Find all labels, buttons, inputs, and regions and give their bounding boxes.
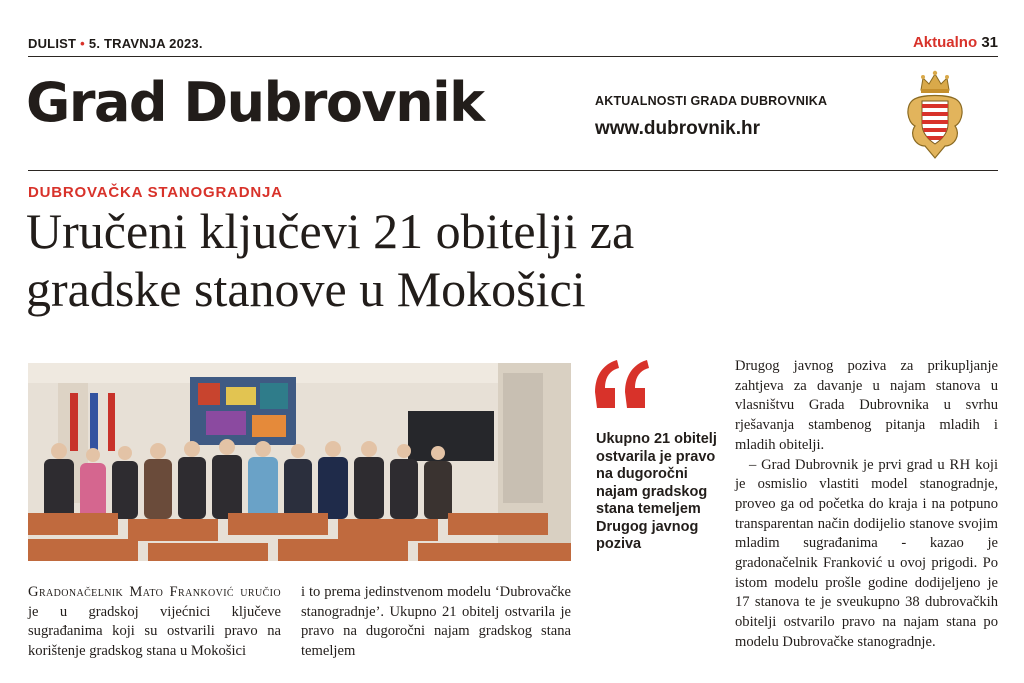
dubrovnik-coat-of-arms-icon bbox=[903, 66, 967, 164]
masthead-subtitle: AKTUALNOSTI GRADA DUBROVNIKA bbox=[595, 94, 828, 108]
header-section bbox=[913, 34, 998, 51]
pull-quote: Ukupno 21 obitelj ostvarila je pravo na dugoročni najam gradskog stana temeljem Drugog javnog poziva bbox=[596, 431, 717, 552]
article-photo bbox=[28, 363, 571, 561]
column-3-paragraph-2 bbox=[735, 456, 998, 653]
article-column-1 bbox=[28, 583, 281, 662]
top-rule bbox=[28, 56, 998, 57]
quote-rest: koji je osmislio vlastiti model stanogradnje, proveo ga od početka do kraja i na potpuno transparentan način dodijelio stanove svojim mladim sugrađanima - kazao je gradonačelnik Franković u ovoj prigodi. Po istom modelu prošle godine dodijeljeno je 17 stanova te je sveukupno 38 dubrovačkih obitelji ostvarilo pravo na najam stana po modelu Dubrovačke stanogradnje. bbox=[735, 456, 998, 650]
headline-line-1: Uručeni ključevi 21 obitelji za bbox=[26, 203, 635, 259]
quote-start: – Grad Dubrovnik je prvi grad u bbox=[749, 456, 950, 473]
header-paper-date bbox=[28, 36, 203, 51]
abbreviation: RH bbox=[949, 456, 971, 473]
masthead-rule bbox=[28, 170, 998, 171]
separator-dot: • bbox=[80, 36, 85, 51]
column-1-text: je u gradskoj vijećnici ključeve sugrađanima koji su ostvarili pravo na korištenje gradskog stana u Mokošici bbox=[28, 603, 281, 660]
masthead-url[interactable]: www.dubrovnik.hr bbox=[595, 118, 761, 139]
headline-line-2: gradske stanove u Mokošici bbox=[26, 261, 586, 317]
quote-mark-icon bbox=[593, 358, 655, 412]
page-number: 31 bbox=[981, 34, 998, 51]
article-kicker: DUBROVAČKA STANOGRADNJA bbox=[28, 184, 283, 201]
column-2-text: i to prema jedinstvenom modelu ‘Dubrovačke stanogradnje’. Ukupno 21 obitelj ostvarila je pravo na dugoročni najam gradskog stana temeljem bbox=[301, 584, 571, 660]
section-name: Aktualno bbox=[912, 34, 978, 51]
masthead-title: Grad Dubrovnik bbox=[26, 71, 484, 134]
issue-date: 5. TRAVNJA 2023. bbox=[88, 36, 203, 51]
article-headline bbox=[26, 202, 986, 318]
article-column-2 bbox=[301, 583, 571, 662]
lead-in: Gradonačelnik Mato Franković uručio bbox=[28, 584, 281, 600]
paper-name: DULIST bbox=[28, 36, 77, 51]
column-3-paragraph-1: Drugog javnog poziva za prikupljanje zahtjeva za davanje u najam stanova u vlasništvu Grada Dubrovnika u svrhu rješavanja stambenog pitanja mladih i mladih obitelji. bbox=[735, 358, 998, 453]
article-column-3 bbox=[735, 357, 998, 653]
